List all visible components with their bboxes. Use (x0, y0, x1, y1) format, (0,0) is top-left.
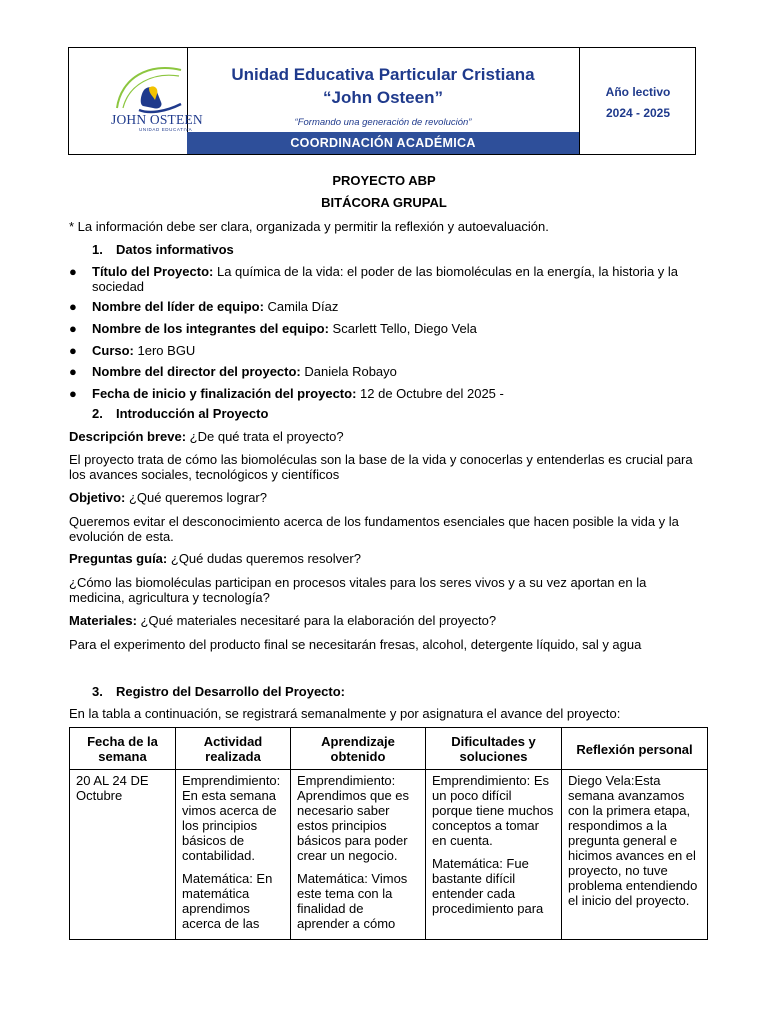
school-name-line1: Unidad Educativa Particular Cristiana (231, 65, 535, 84)
school-logo-icon (69, 48, 187, 154)
logo-cell (69, 48, 203, 154)
preguntas-question: Preguntas guía: ¿Qué dudas queremos resolver? (69, 551, 361, 566)
year-cell (579, 48, 696, 154)
descripcion-question: Descripción breve: ¿De qué trata el proyecto? (69, 429, 344, 444)
progress-table (69, 727, 708, 940)
school-slogan: “Formando una generación de revolución” (294, 117, 472, 128)
table-intro: En la tabla a continuación, se registrará semanalmente y por asignatura el avance del proyecto: (69, 706, 621, 721)
header-aprendizaje: Aprendizaje obtenido (291, 728, 426, 770)
materiales-answer: Para el experimento del producto final se necesitarán fresas, alcohol, detergente líquido, sal y agua (69, 637, 642, 652)
school-name-line2: “John Osteen” (323, 88, 443, 107)
coordination-bar: COORDINACIÓN ACADÉMICA (187, 132, 579, 154)
materiales-question: Materiales: ¿Qué materiales necesitaré para la elaboración del proyecto? (69, 613, 497, 628)
header-box (68, 47, 696, 155)
doc-title-2: BITÁCORA GRUPAL (321, 195, 447, 210)
doc-note: * La información debe ser clara, organizada y permitir la reflexión y autoevaluación. (69, 219, 549, 234)
objetivo-question: Objetivo: ¿Qué queremos lograr? (69, 490, 267, 505)
preguntas-answer: ¿Cómo las biomoléculas participan en procesos vitales para los seres vivos y a su vez aportan en la medicina, agricultura y tecnología? (69, 575, 647, 605)
cell-actividad: Emprendimiento: En esta semana vimos acerca de los principios básicos de contabilidad. Matemática: En matemática aprendimos acerca de las (176, 770, 291, 940)
year-label: Año lectivo (605, 85, 671, 99)
cell-dificultades: Emprendimiento: Es un poco difícil porque tiene muchos conceptos a tomar en cuenta. Matemática: Fue bastante difícil entender cada procedimiento para (426, 770, 562, 940)
logo-wordmark: JOHN OSTEEN (111, 112, 203, 127)
header-title-cell (187, 48, 579, 154)
descripcion-answer: El proyecto trata de cómo las biomoléculas son la base de la vida y conocerlas y entenderlas es crucial para los avances sociales, tecnológicos y científicos (69, 452, 693, 482)
header-dificultades: Dificultades y soluciones (426, 728, 562, 770)
cell-reflexion: Diego Vela:Esta semana avanzamos con la primera etapa, respondimos a la pregunta general e hicimos avances en el proyecto, no tuve problema entendiendo el inicio del proyecto. (562, 770, 708, 940)
header-reflexion: Reflexión personal (562, 728, 708, 770)
doc-title-1: PROYECTO ABP (332, 173, 436, 188)
section-3-heading: 3. Registro del Desarrollo del Proyecto: (92, 684, 346, 699)
section-2-heading: 2. Introducción al Proyecto (92, 406, 269, 421)
objetivo-answer: Queremos evitar el desconocimiento acerca de los fundamentos esenciales que hacen posible la vida y la evolución de esta. (69, 514, 679, 544)
cell-aprendizaje: Emprendimiento: Aprendimos que es necesario saber estos principios básicos para poder crear un negocio. Matemática: Vimos este tema con la finalidad de aprender a cómo (291, 770, 426, 940)
table-row (70, 770, 708, 940)
year-value: 2024 - 2025 (605, 106, 671, 120)
table-header-row (70, 728, 708, 770)
header-actividad: Actividad realizada (176, 728, 291, 770)
header-fecha: Fecha de la semana (70, 728, 176, 770)
logo-subtext: UNIDAD EDUCATIVA (139, 127, 193, 132)
section-1-heading: 1. Datos informativos (92, 242, 234, 257)
cell-fecha: 20 AL 24 DE Octubre (70, 770, 176, 940)
